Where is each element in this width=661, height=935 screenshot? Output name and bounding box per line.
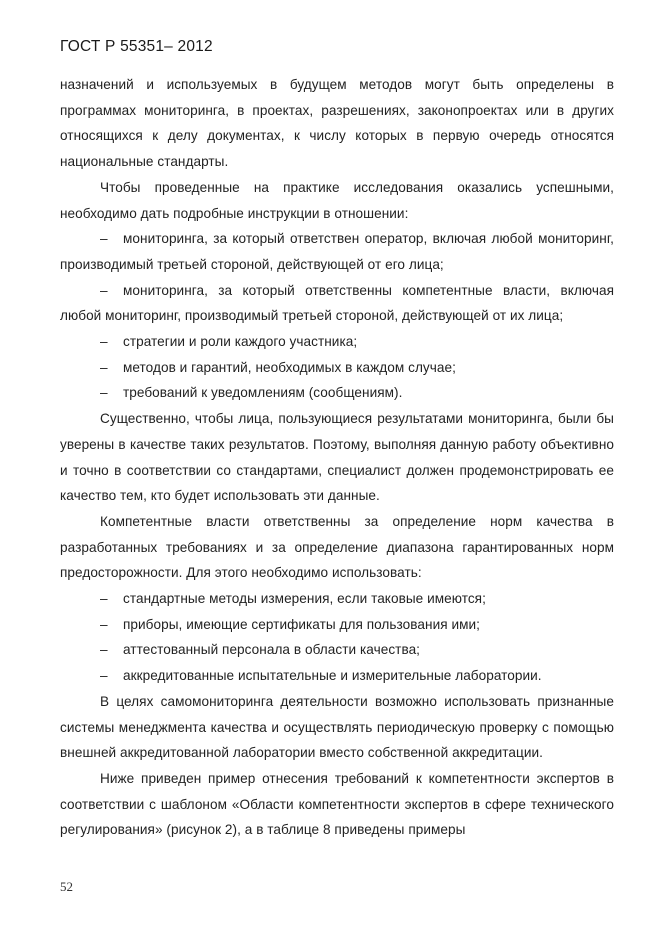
paragraph-results-quality: Существенно, чтобы лица, пользующиеся результатами мониторинга, были бы уверены в качестве таких результатов. Поэтому, выполняя данную работу объективно и точно в соответствии со стандартами, специалист должен продемонстрировать ее качество тем, кто будет использовать эти данные.: [60, 411, 614, 504]
list-item-text: методов и гарантий, необходимых в каждом случае;: [123, 359, 456, 375]
list-item: [60, 612, 614, 638]
page-body: [60, 72, 614, 843]
paragraph-instructions-intro: Чтобы проведенные на практике исследования оказались успешными, необходимо дать подробные инструкции в отношении:: [60, 179, 614, 221]
list-item: [60, 355, 614, 381]
list-item: [60, 586, 614, 612]
requirements-list: [60, 586, 614, 689]
dash-marker: –: [100, 359, 108, 375]
dash-marker: –: [100, 334, 108, 350]
list-item-text: мониторинга, за который ответствен оператор, включая любой мониторинг, производимый третьей стороной, действующей от его лица;: [60, 231, 614, 272]
dash-marker: –: [100, 591, 108, 607]
dash-marker: –: [100, 616, 108, 632]
paragraph-continuation: назначений и используемых в будущем методов могут быть определены в программах мониторинга, в проектах, разрешениях, законопроектах или в других относящихся к делу документах, к числу которых в первую очередь относятся национальные стандарты.: [60, 77, 614, 170]
paragraph-expert-competence: Ниже приведен пример отнесения требований к компетентности экспертов в соответствии с шаблоном «Области компетентности экспертов в сфере технического регулирования» (рисунок 2), а в таблице 8 приведены примеры: [60, 770, 614, 838]
list-item-text: приборы, имеющие сертификаты для пользования ими;: [123, 616, 480, 632]
dash-marker: –: [100, 385, 108, 401]
list-item-text: аккредитованные испытательные и измерительные лаборатории.: [123, 668, 542, 684]
paragraph-self-monitoring: В целях самомониторинга деятельности возможно использовать признанные системы менеджмента качества и осуществлять периодическую проверку с помощью внешней аккредитованной лаборатории вместо собственной аккредитации.: [60, 693, 614, 761]
document-header: ГОСТ Р 55351– 2012: [60, 38, 213, 55]
list-item: [60, 226, 614, 277]
dash-marker: –: [100, 282, 108, 298]
list-item-text: мониторинга, за который ответственны компетентные власти, включая любой мониторинг, производимый третьей стороной, действующей от их лица;: [60, 282, 614, 324]
list-item-text: аттестованный персонала в области качества;: [123, 642, 421, 658]
paragraph-competent-authorities: Компетентные власти ответственны за определение норм качества в разработанных требованиях и за определение диапазона гарантированных норм предосторожности. Для этого необходимо использовать:: [60, 513, 614, 581]
list-item-text: стандартные методы измерения, если таковые имеются;: [123, 591, 486, 607]
list-item-text: требований к уведомлениям (сообщениям).: [123, 385, 403, 401]
list-item-text: стратегии и роли каждого участника;: [123, 334, 358, 350]
dash-marker: –: [100, 231, 108, 247]
list-item: [60, 663, 614, 689]
list-item: [60, 329, 614, 355]
dash-marker: –: [100, 642, 108, 658]
list-item: [60, 637, 614, 663]
instructions-list: [60, 226, 614, 406]
page-number: 52: [60, 879, 73, 894]
dash-marker: –: [100, 668, 108, 684]
list-item: [60, 278, 614, 329]
list-item: [60, 380, 614, 406]
